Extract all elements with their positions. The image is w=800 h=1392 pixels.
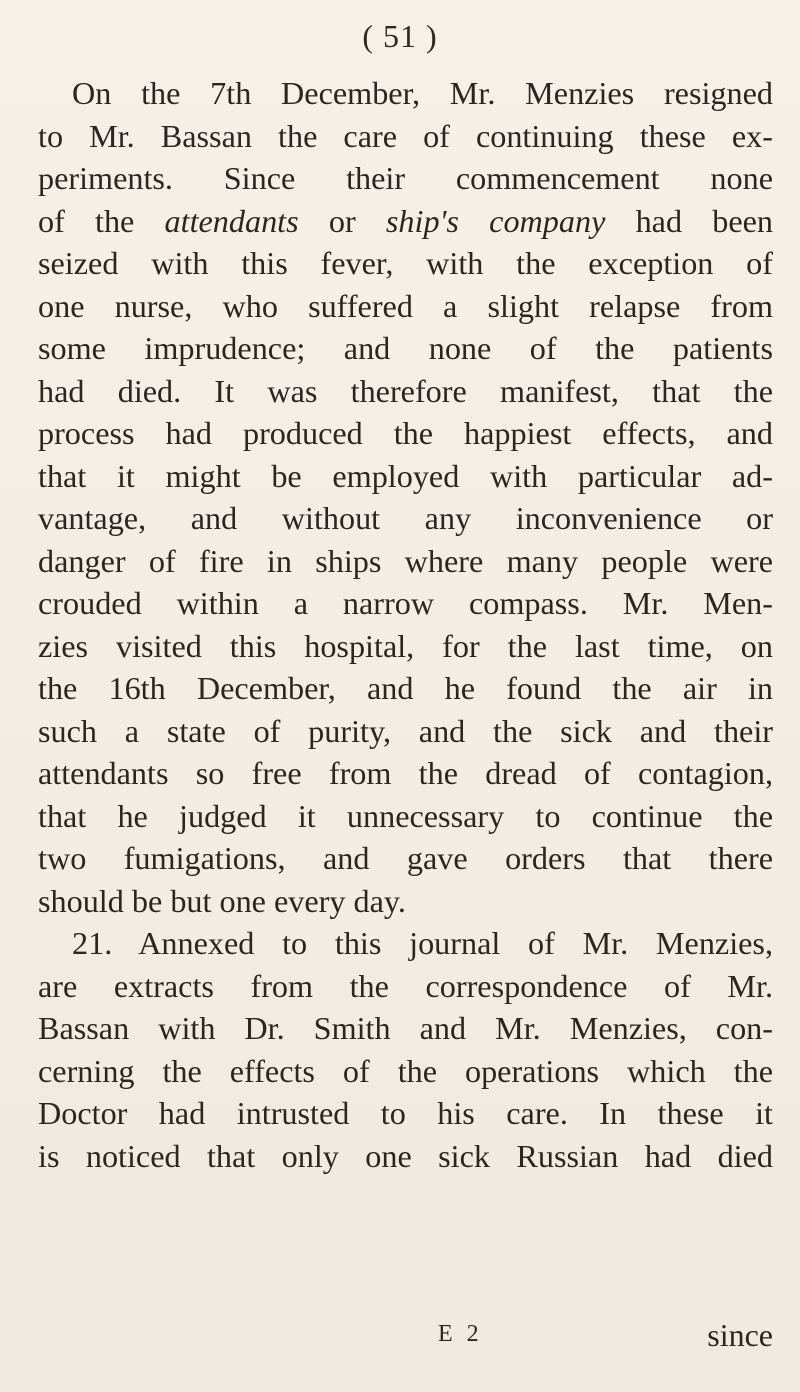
text-line [38, 455, 773, 498]
text-line [38, 540, 773, 583]
text-line [38, 582, 773, 625]
page-footer [38, 1317, 773, 1361]
text-segment: that it might be employed with particular ad- [38, 457, 773, 494]
text-line [38, 72, 773, 115]
text-segment: 21. Annexed to this journal of Mr. Menzies, [72, 925, 773, 961]
text-segment: Bassan with Dr. Smith and Mr. Menzies, con- [38, 1010, 773, 1046]
text-segment: two fumigations, and gave orders that there [38, 840, 773, 876]
text-line [38, 625, 773, 668]
text-line [38, 795, 773, 838]
text-line [38, 497, 773, 540]
text-line [38, 200, 773, 243]
text-segment: one nurse, who suffered a slight relapse from [38, 287, 773, 324]
text-line [38, 1092, 773, 1135]
signature-mark: E 2 [438, 1321, 483, 1347]
text-segment: is noticed that only one sick Russian had died [38, 1137, 773, 1174]
text-segment: such a state of purity, and the sick and their [38, 712, 773, 749]
text-segment: cerning the effects of the operations which the [38, 1052, 773, 1089]
text-line [38, 115, 773, 158]
text-segment: process had produced the happiest effects, and [38, 415, 773, 451]
text-line [38, 752, 773, 795]
text-segment: or [298, 202, 386, 239]
text-line [38, 412, 773, 455]
text-line [38, 327, 773, 370]
text-segment: zies visited this hospital, for the last time, on [38, 627, 773, 664]
text-segment: of the [38, 202, 165, 239]
text-segment: periments. Since their commencement none [38, 160, 773, 196]
italic-text: ship's company [385, 202, 606, 239]
text-segment: some imprudence; and none of the patients [38, 330, 773, 366]
text-line [38, 922, 773, 965]
text-line [38, 285, 773, 328]
text-segment: that he judged it unnecessary to continue the [38, 797, 773, 834]
text-segment: danger of fire in ships where many people were [38, 542, 773, 579]
text-segment: had died. It was therefore manifest, that the [38, 372, 773, 409]
text-segment: to Mr. Bassan the care of continuing these ex- [38, 117, 773, 154]
text-segment: had been [605, 202, 774, 239]
text-segment: the 16th December, and he found the air in [38, 670, 773, 706]
text-line [38, 1050, 773, 1093]
text-line [38, 242, 773, 285]
text-line [38, 370, 773, 413]
text-segment: attendants so free from the dread of contagion, [38, 755, 773, 791]
text-segment: vantage, and without any inconvenience or [38, 500, 773, 536]
text-segment: Doctor had intrusted to his care. In these it [38, 1095, 773, 1131]
text-line [38, 1007, 773, 1050]
text-line [38, 157, 773, 200]
text-line [38, 1135, 773, 1178]
text-segment: On the 7th December, Mr. Menzies resigned [72, 75, 773, 111]
italic-text: attendants [164, 202, 299, 239]
text-segment: seized with this fever, with the exception of [38, 245, 773, 281]
text-segment: should be but one every day. [38, 882, 406, 919]
text-line [38, 667, 773, 710]
text-line [38, 837, 773, 880]
text-line [38, 965, 773, 1008]
catchword: since [707, 1317, 773, 1353]
page-number: ( 51 ) [362, 18, 438, 54]
text-segment: are extracts from the correspondence of Mr. [38, 967, 773, 1004]
text-line [38, 880, 773, 923]
body-text [38, 72, 773, 1177]
text-line [38, 710, 773, 753]
text-segment: crouded within a narrow compass. Mr. Men- [38, 585, 773, 621]
